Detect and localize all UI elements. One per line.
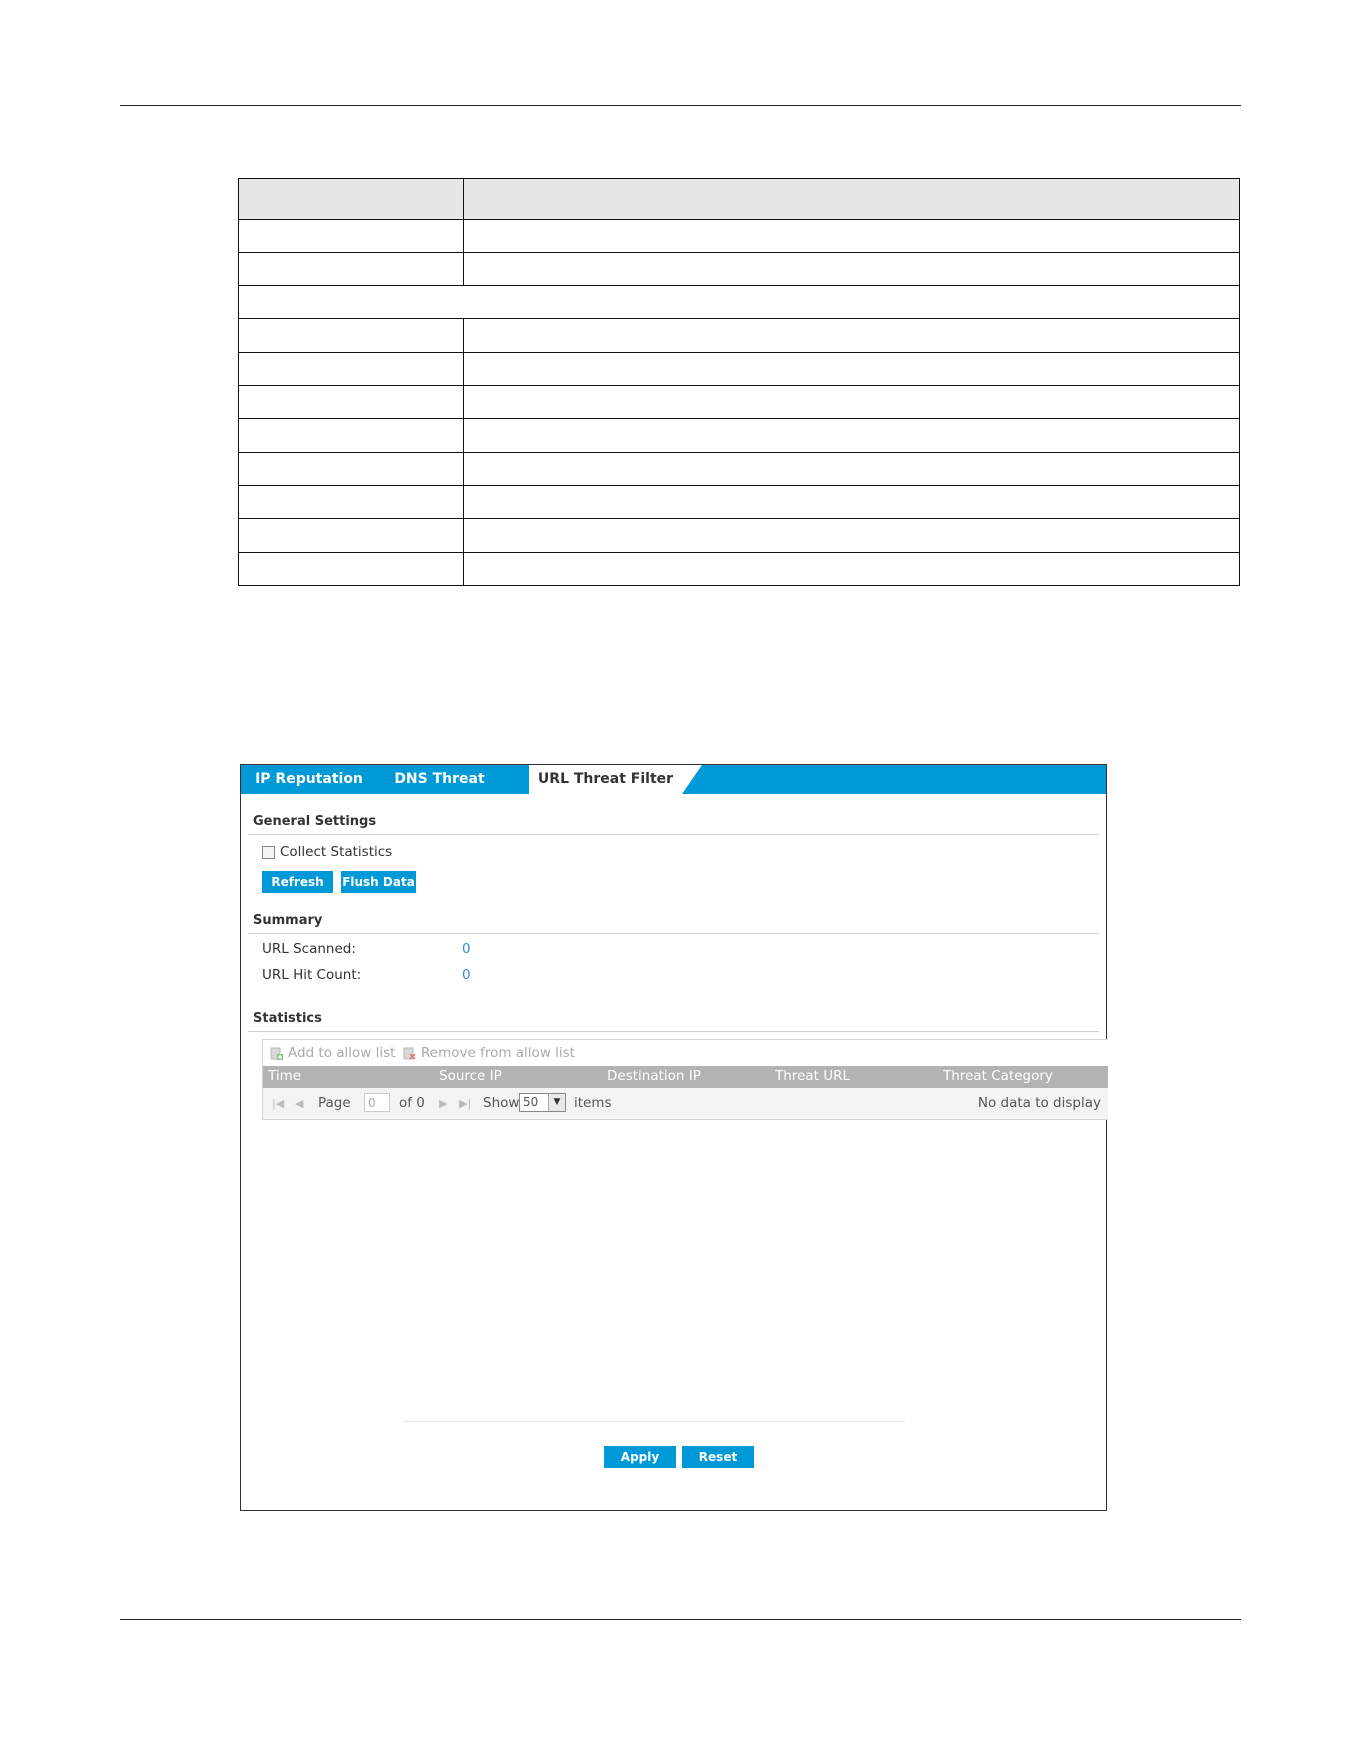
column-header-time[interactable]: Time bbox=[268, 1068, 302, 1084]
refresh-button[interactable]: Refresh bbox=[262, 871, 333, 893]
page-label: Page bbox=[318, 1095, 351, 1111]
url-threat-filter-panel bbox=[240, 764, 1107, 1511]
tab-url-threat-filter[interactable]: URL Threat Filter bbox=[529, 765, 682, 794]
table-row bbox=[239, 419, 1240, 452]
items-label: items bbox=[574, 1095, 612, 1111]
column-header-source-ip[interactable]: Source IP bbox=[439, 1068, 502, 1084]
table-row bbox=[239, 219, 1240, 252]
column-header-threat-url[interactable]: Threat URL bbox=[775, 1068, 851, 1084]
remove-list-icon bbox=[403, 1047, 416, 1060]
table-row bbox=[239, 352, 1240, 385]
section-divider bbox=[248, 1031, 1099, 1032]
grid-header bbox=[263, 1066, 1108, 1088]
url-scanned-value: 0 bbox=[462, 941, 471, 957]
apply-button[interactable]: Apply bbox=[604, 1446, 676, 1468]
remove-from-allow-list-label: Remove from allow list bbox=[421, 1045, 575, 1061]
table-row bbox=[239, 319, 1240, 352]
page-number-input[interactable]: 0 bbox=[364, 1093, 390, 1112]
general-settings-title: General Settings bbox=[253, 814, 377, 829]
page-size-select[interactable] bbox=[519, 1093, 566, 1112]
statistics-title: Statistics bbox=[253, 1011, 322, 1026]
table-row bbox=[239, 485, 1240, 518]
column-header-destination-ip[interactable]: Destination IP bbox=[607, 1068, 701, 1084]
page-top-rule bbox=[120, 105, 1241, 106]
collect-statistics-label: Collect Statistics bbox=[280, 844, 393, 860]
show-label: Show bbox=[483, 1095, 520, 1111]
column-header-threat-category[interactable]: Threat Category bbox=[943, 1068, 1053, 1084]
reset-button[interactable]: Reset bbox=[682, 1446, 754, 1468]
collect-statistics-option[interactable] bbox=[262, 844, 392, 860]
tab-active-edge bbox=[682, 765, 702, 794]
tab-ip-reputation[interactable]: IP Reputation bbox=[255, 771, 363, 787]
table-header-row bbox=[239, 179, 1240, 220]
section-divider bbox=[248, 834, 1099, 835]
page-count-label: of 0 bbox=[399, 1095, 425, 1111]
tab-dns-threat-filter[interactable]: DNS Threat Filter bbox=[394, 771, 485, 816]
next-page-icon[interactable]: ▶ bbox=[439, 1097, 448, 1110]
remove-from-allow-list-button[interactable] bbox=[403, 1045, 575, 1061]
url-scanned-label: URL Scanned: bbox=[262, 941, 356, 957]
flush-data-button[interactable]: Flush Data bbox=[341, 871, 416, 893]
add-list-icon bbox=[270, 1047, 283, 1060]
last-page-icon[interactable]: ▶| bbox=[459, 1097, 472, 1110]
add-to-allow-list-button[interactable] bbox=[270, 1045, 395, 1061]
grid-toolbar bbox=[263, 1040, 1108, 1066]
empty-grid-message: No data to display bbox=[977, 1095, 1101, 1111]
page-bottom-rule bbox=[120, 1619, 1241, 1620]
table-row bbox=[239, 386, 1240, 419]
url-hit-count-value: 0 bbox=[462, 967, 471, 983]
page-size-value: 50 bbox=[523, 1095, 539, 1109]
table-row bbox=[239, 252, 1240, 285]
url-hit-count-label: URL Hit Count: bbox=[262, 967, 362, 983]
previous-page-icon[interactable]: ◀ bbox=[295, 1097, 304, 1110]
document-table bbox=[238, 178, 1240, 586]
add-to-allow-list-label: Add to allow list bbox=[288, 1045, 396, 1061]
tab-bar bbox=[241, 765, 1106, 816]
table-row bbox=[239, 552, 1240, 585]
table-section-row bbox=[239, 286, 1240, 319]
chevron-down-icon[interactable]: ▼ bbox=[548, 1094, 565, 1111]
footer-divider bbox=[403, 1421, 905, 1422]
table-row bbox=[239, 452, 1240, 485]
summary-title: Summary bbox=[253, 913, 323, 928]
section-divider bbox=[248, 933, 1099, 934]
grid-pager bbox=[263, 1088, 1108, 1119]
collect-statistics-checkbox[interactable] bbox=[262, 846, 275, 859]
first-page-icon[interactable]: |◀ bbox=[272, 1097, 285, 1110]
statistics-grid bbox=[262, 1039, 1108, 1120]
table-row bbox=[239, 519, 1240, 552]
